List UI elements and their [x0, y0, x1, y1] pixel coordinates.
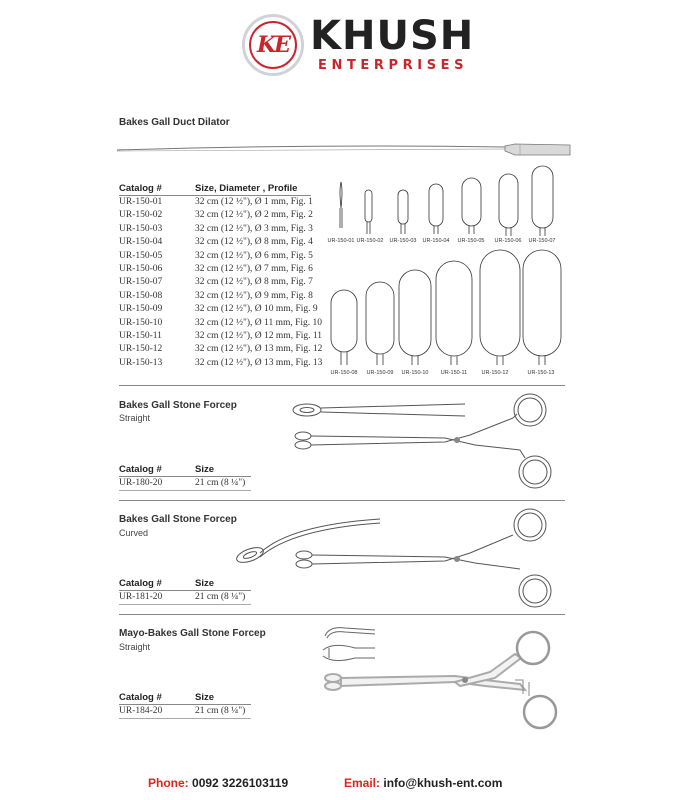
forcep-mayo-row-rule — [119, 718, 251, 719]
forcep-curved-col-catalog: Catalog # — [119, 578, 162, 589]
forcep-mayo-header-rule — [119, 704, 251, 705]
dilator-row-size: 32 cm (12 ½"), Ø 13 mm, Fig. 12 — [195, 344, 323, 355]
forcep-curved-size: 21 cm (8 ¼") — [195, 592, 246, 602]
footer-phone-value[interactable]: 0092 3226103119 — [192, 776, 289, 790]
forcep-mayo-subtitle: Straight — [119, 642, 151, 652]
footer-phone-label: Phone: — [148, 776, 189, 790]
footer-email-label: Email: — [344, 776, 381, 790]
dilator-row-code: UR-150-07 — [119, 277, 163, 288]
forcep-curved-subtitle: Curved — [119, 528, 149, 538]
dilator-row-size: 32 cm (12 ½"), Ø 7 mm, Fig. 6 — [195, 264, 313, 274]
dilator-row-size: 32 cm (12 ½"), Ø 12 mm, Fig. 11 — [195, 331, 323, 341]
dilator-figures — [325, 160, 565, 385]
dilator-fig-label: UR-150-03 — [389, 238, 417, 244]
brand-name: KHUSH — [310, 13, 475, 59]
footer-email — [344, 776, 502, 790]
dilator-row-code: UR-150-02 — [119, 210, 163, 221]
dilator-fig-label: UR-150-02 — [356, 238, 384, 244]
dilator-fig-label: UR-150-07 — [528, 238, 556, 244]
forcep-straight-illustration — [285, 390, 555, 500]
dilator-row-code: UR-150-01 — [119, 197, 163, 207]
forcep-curved-header-rule — [119, 590, 251, 591]
dilator-row-code: UR-150-08 — [119, 290, 163, 301]
dilator-col-size: Size, Diameter , Profile — [195, 183, 298, 194]
section-divider-3 — [119, 614, 565, 615]
forcep-straight-subtitle: Straight — [119, 413, 151, 423]
forcep-straight-size: 21 cm (8 ¼") — [195, 478, 246, 488]
forcep-curved-col-size: Size — [195, 578, 215, 589]
dilator-illustration — [115, 140, 575, 160]
forcep-straight-col-catalog: Catalog # — [119, 464, 162, 475]
forcep-mayo-col-catalog: Catalog # — [119, 692, 162, 703]
dilator-fig-label: UR-150-12 — [481, 370, 509, 376]
forcep-curved-illustration — [230, 505, 560, 610]
brand-logo — [242, 14, 304, 76]
dilator-row-code: UR-150-05 — [119, 250, 163, 261]
footer-email-value[interactable]: info@khush-ent.com — [383, 776, 503, 790]
forcep-mayo-illustration — [315, 620, 565, 740]
brand-subtitle: ENTERPRISES — [318, 58, 469, 73]
dilator-row-code: UR-150-13 — [119, 357, 163, 368]
dilator-row-size: 32 cm (12 ½"), Ø 6 mm, Fig. 5 — [195, 250, 313, 261]
dilator-row-code: UR-150-10 — [119, 317, 163, 328]
dilator-title: Bakes Gall Duct Dilator — [119, 117, 230, 128]
dilator-header-rule — [119, 195, 311, 196]
forcep-straight-title: Bakes Gall Stone Forcep — [119, 400, 237, 411]
dilator-fig-label: UR-150-04 — [422, 238, 450, 244]
dilator-row-size: 32 cm (12 ½"), Ø 2 mm, Fig. 2 — [195, 210, 313, 221]
dilator-row-code: UR-150-04 — [119, 237, 163, 248]
dilator-row-code: UR-150-06 — [119, 264, 163, 274]
dilator-row-size: 32 cm (12 ½"), Ø 3 mm, Fig. 3 — [195, 223, 313, 234]
dilator-fig-label: UR-150-05 — [457, 238, 485, 244]
dilator-fig-label: UR-150-10 — [401, 370, 429, 376]
forcep-mayo-col-size: Size — [195, 692, 215, 703]
forcep-mayo-size: 21 cm (8 ¼") — [195, 706, 246, 716]
dilator-row-code: UR-150-12 — [119, 344, 163, 355]
dilator-row-size: 32 cm (12 ½"), Ø 1 mm, Fig. 1 — [195, 197, 313, 207]
forcep-mayo-title: Mayo-Bakes Gall Stone Forcep — [119, 628, 266, 639]
forcep-mayo-code: UR-184-20 — [119, 706, 163, 716]
section-divider-1 — [119, 385, 565, 386]
forcep-curved-title: Bakes Gall Stone Forcep — [119, 514, 237, 525]
dilator-fig-label: UR-150-13 — [527, 370, 555, 376]
dilator-row-size: 32 cm (12 ½"), Ø 13 mm, Fig. 13 — [195, 357, 323, 368]
dilator-row-size: 32 cm (12 ½"), Ø 10 mm, Fig. 9 — [195, 304, 318, 315]
dilator-row-size: 32 cm (12 ½"), Ø 8 mm, Fig. 4 — [195, 237, 313, 248]
dilator-row-code: UR-150-11 — [119, 331, 162, 341]
dilator-col-catalog: Catalog # — [119, 183, 162, 194]
forcep-straight-code: UR-180-20 — [119, 478, 163, 488]
forcep-straight-row-rule — [119, 490, 251, 491]
dilator-row-code: UR-150-09 — [119, 304, 163, 315]
forcep-curved-code: UR-181-20 — [119, 592, 163, 602]
dilator-fig-label: UR-150-09 — [366, 370, 394, 376]
dilator-fig-label: UR-150-08 — [330, 370, 358, 376]
forcep-straight-header-rule — [119, 476, 251, 477]
dilator-row-size: 32 cm (12 ½"), Ø 9 mm, Fig. 8 — [195, 290, 313, 301]
forcep-curved-row-rule — [119, 604, 251, 605]
dilator-row-code: UR-150-03 — [119, 223, 163, 234]
dilator-fig-label: UR-150-11 — [440, 370, 468, 376]
forcep-straight-col-size: Size — [195, 464, 215, 475]
dilator-fig-label: UR-150-01 — [327, 238, 355, 244]
dilator-row-size: 32 cm (12 ½"), Ø 11 mm, Fig. 10 — [195, 317, 323, 328]
dilator-row-size: 32 cm (12 ½"), Ø 8 mm, Fig. 7 — [195, 277, 313, 288]
dilator-fig-label: UR-150-06 — [494, 238, 522, 244]
section-divider-2 — [119, 500, 565, 501]
footer-phone — [148, 776, 288, 790]
logo-monogram: KE — [257, 32, 289, 58]
